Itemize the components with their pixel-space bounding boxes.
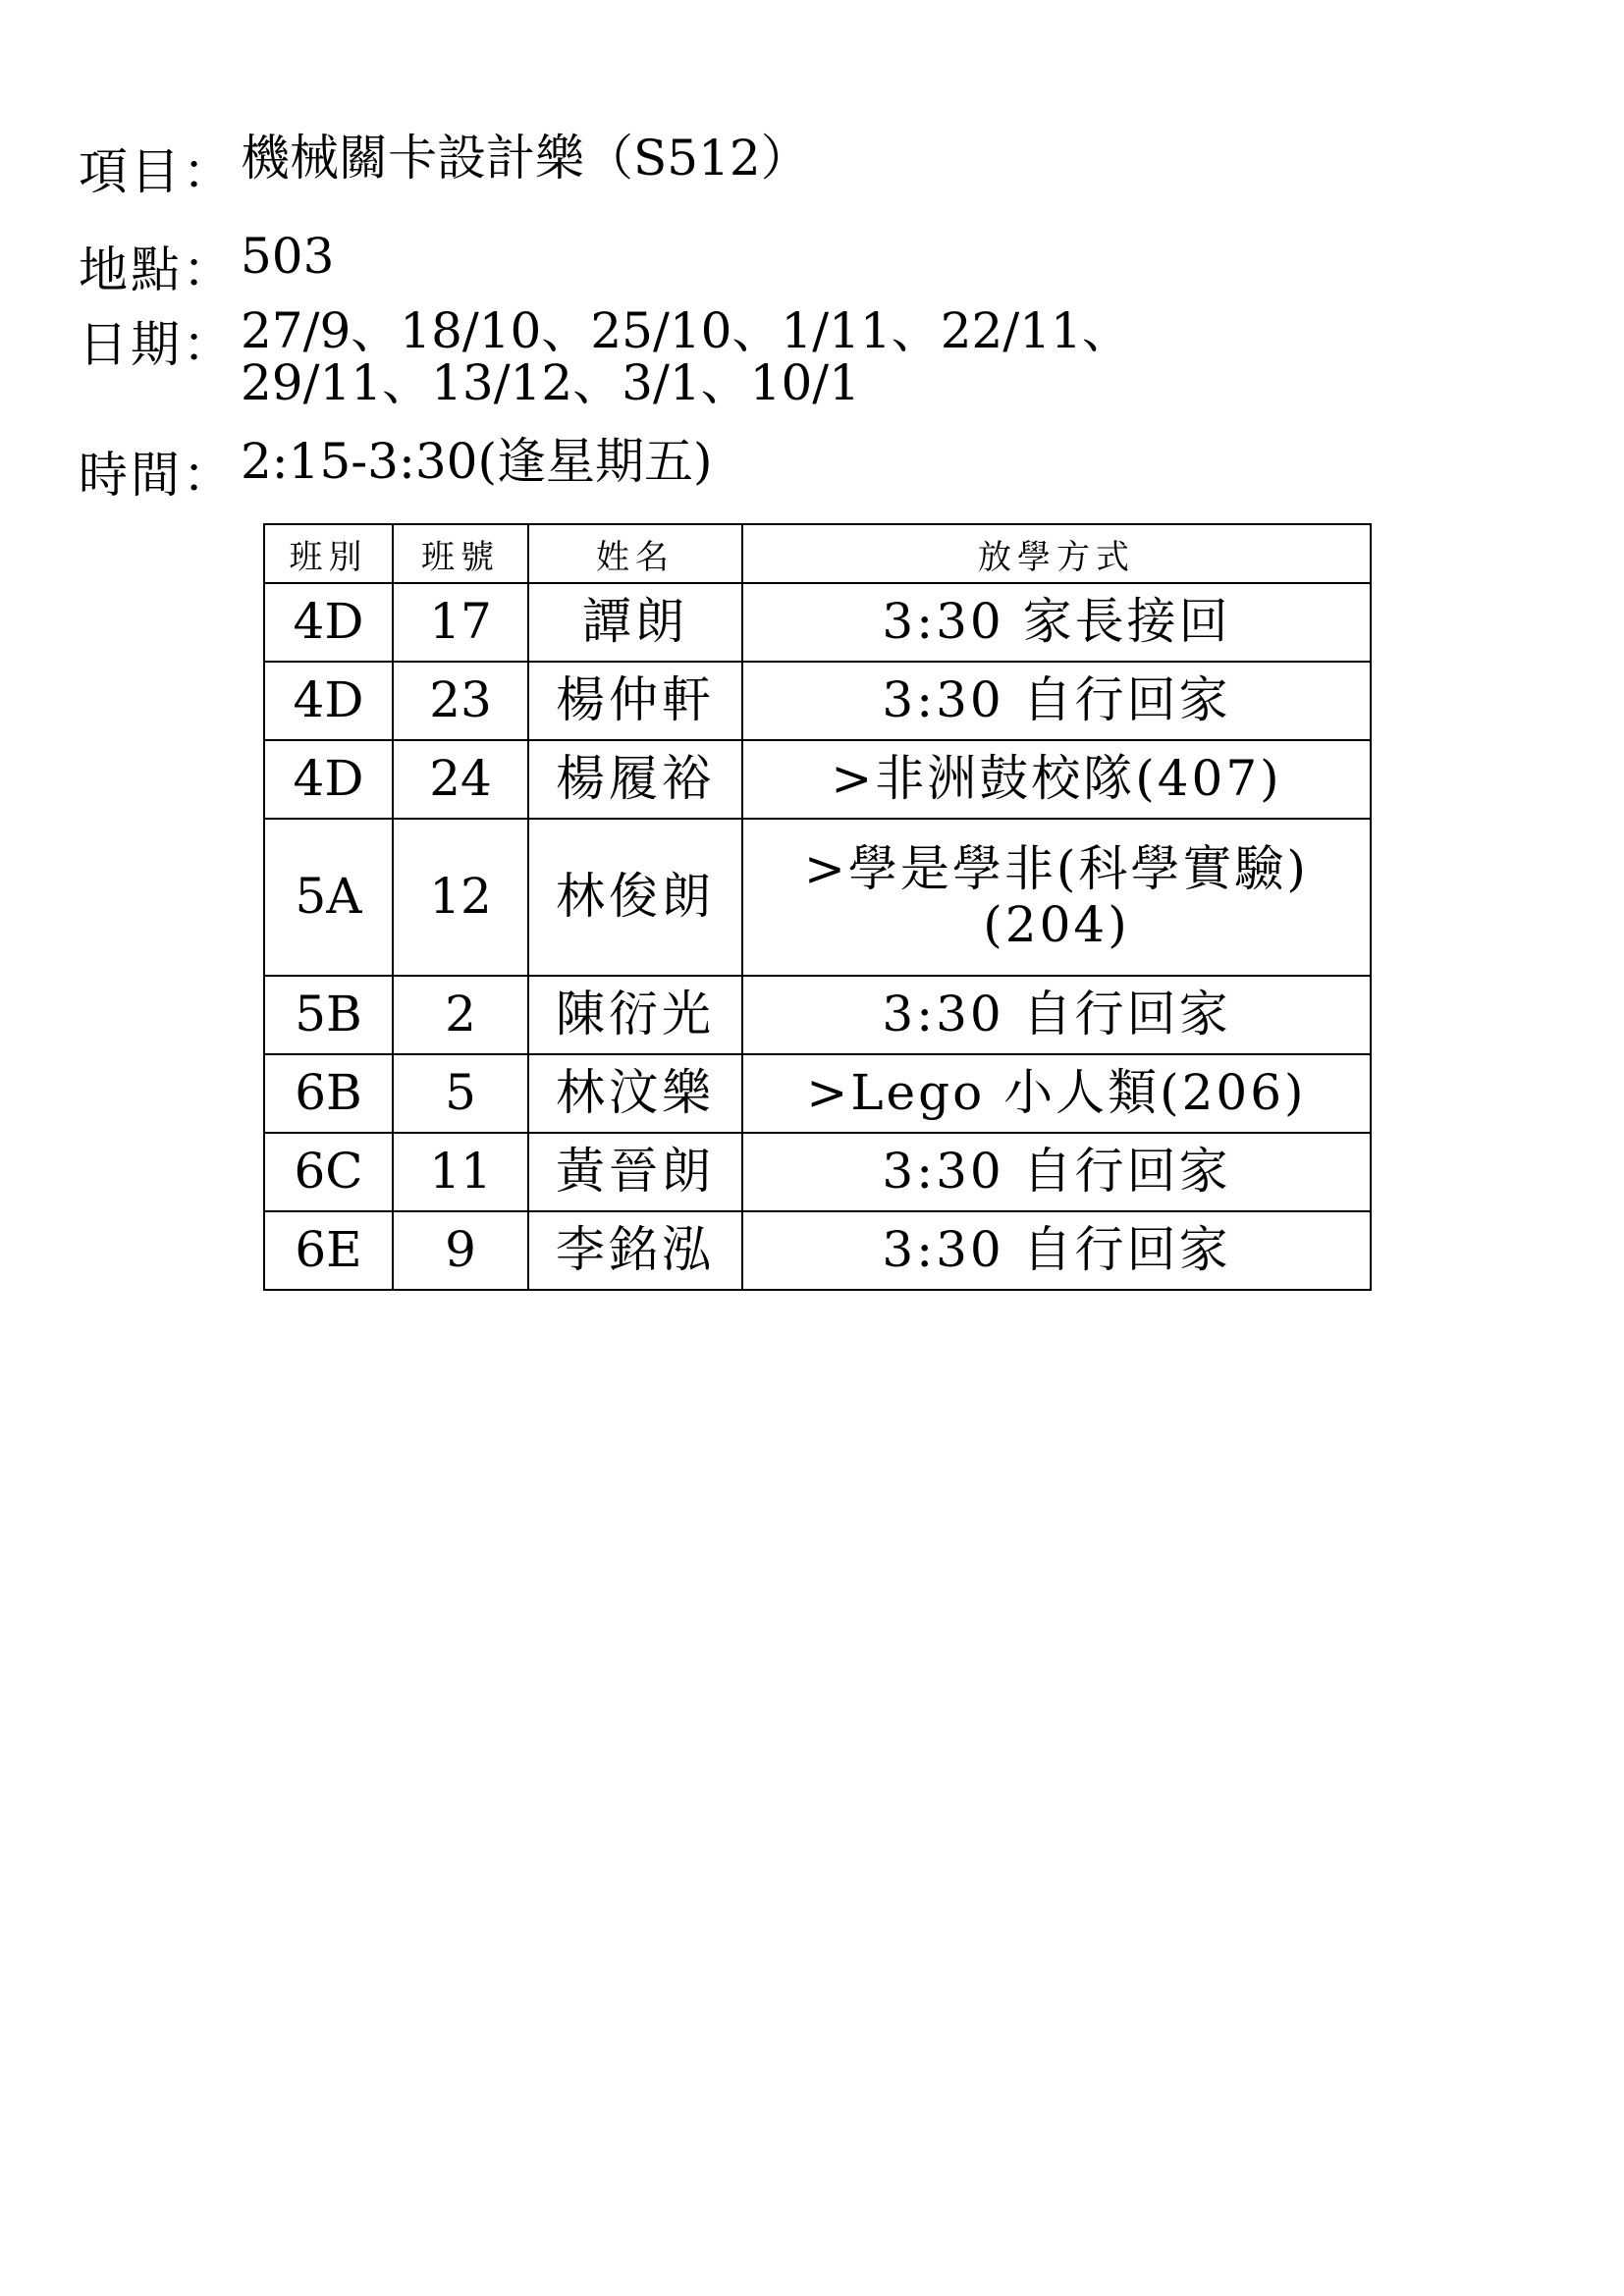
cell-class-number: 12	[393, 819, 528, 976]
time-line	[79, 433, 1453, 507]
table-row	[264, 583, 1371, 662]
venue-value: 503	[241, 228, 335, 285]
cell-class-number: 11	[393, 1133, 528, 1211]
venue-label: 地點：	[79, 241, 235, 298]
cell-class: 5B	[264, 976, 393, 1054]
cell-class: 4D	[264, 740, 393, 819]
cell-class: 5A	[264, 819, 393, 976]
time-label: 時間：	[79, 447, 235, 504]
cell-name: 李銘泓	[528, 1211, 742, 1290]
table-row	[264, 740, 1371, 819]
cell-dismissal-method: >非洲鼓校隊(407)	[742, 740, 1371, 819]
cell-dismissal-method: >學是學非(科學實驗)(204)	[742, 819, 1371, 976]
cell-dismissal-method: 3:30 自行回家	[742, 976, 1371, 1054]
time-value: 2:15-3:30(逢星期五)	[241, 433, 713, 490]
cell-class-number: 24	[393, 740, 528, 819]
cell-class-number: 23	[393, 662, 528, 740]
table-row	[264, 1054, 1371, 1133]
cell-class-number: 5	[393, 1054, 528, 1133]
table-row	[264, 1211, 1371, 1290]
cell-class: 4D	[264, 583, 393, 662]
cell-dismissal-method: 3:30 家長接回	[742, 583, 1371, 662]
cell-class-number: 17	[393, 583, 528, 662]
cell-name: 楊履裕	[528, 740, 742, 819]
cell-name: 楊仲軒	[528, 662, 742, 740]
header-class: 班別	[264, 524, 393, 583]
table-row	[264, 1133, 1371, 1211]
cell-name: 譚朗	[528, 583, 742, 662]
cell-name: 黃晉朗	[528, 1133, 742, 1211]
cell-dismissal-method: 3:30 自行回家	[742, 1211, 1371, 1290]
header-dismissal-method: 放學方式	[742, 524, 1371, 583]
cell-name: 林俊朗	[528, 819, 742, 976]
item-value: 機械關卡設計樂（S512）	[241, 130, 810, 187]
date-label: 日期：	[79, 316, 235, 373]
date-value	[241, 302, 1131, 411]
student-roster-table	[263, 523, 1372, 1291]
cell-class: 6C	[264, 1133, 393, 1211]
date-value-line-1: 27/9、18/10、25/10、1/11、22/11、	[241, 302, 1131, 359]
item-label: 項目：	[79, 143, 235, 200]
cell-dismissal-method: 3:30 自行回家	[742, 1133, 1371, 1211]
activity-info	[79, 130, 1453, 507]
cell-dismissal-method: 3:30 自行回家	[742, 662, 1371, 740]
table-row	[264, 976, 1371, 1054]
cell-class: 6E	[264, 1211, 393, 1290]
cell-class-number: 9	[393, 1211, 528, 1290]
item-line	[79, 130, 1453, 203]
cell-class: 6B	[264, 1054, 393, 1133]
header-class-number: 班號	[393, 524, 528, 583]
venue-line	[79, 228, 1453, 301]
table-header-row	[264, 524, 1371, 583]
cell-dismissal-method: >Lego 小人類(206)	[742, 1054, 1371, 1133]
date-value-line-2: 29/11、13/12、3/1、10/1	[241, 353, 860, 411]
cell-class: 4D	[264, 662, 393, 740]
cell-name: 林汶樂	[528, 1054, 742, 1133]
table-row	[264, 662, 1371, 740]
cell-name: 陳衍光	[528, 976, 742, 1054]
cell-class-number: 2	[393, 976, 528, 1054]
table-row	[264, 819, 1371, 976]
header-name: 姓名	[528, 524, 742, 583]
date-line	[79, 302, 1453, 411]
